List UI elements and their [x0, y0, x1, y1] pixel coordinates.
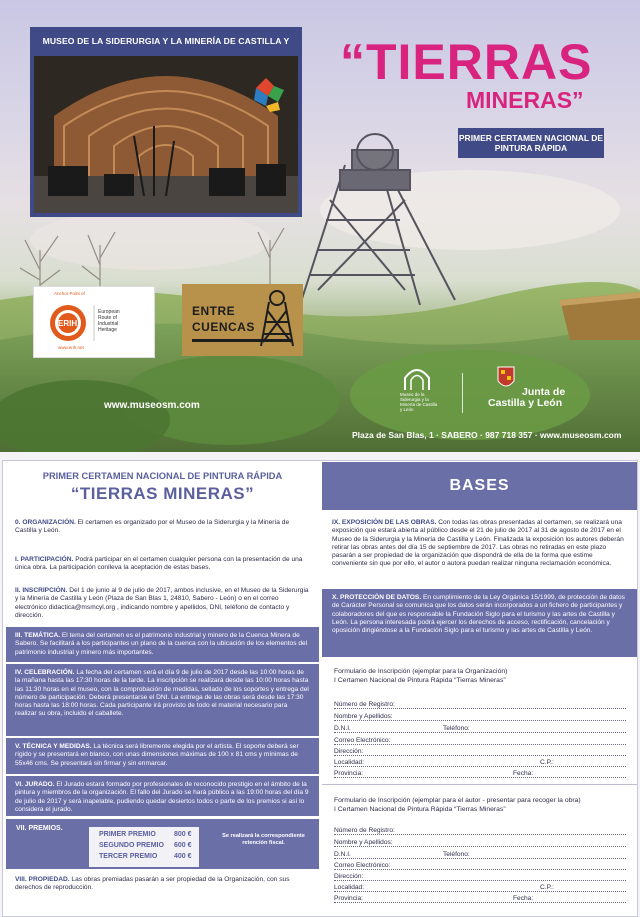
- form-subtitle: I Certamen Nacional de Pintura Rápida “Tierras Mineras”: [334, 677, 506, 684]
- section-organizacion: [6, 514, 319, 546]
- field-direccion[interactable]: [334, 873, 626, 882]
- prize-label: SEGUNDO PREMIO: [99, 842, 164, 849]
- section-heading: V. TÉCNICA Y MEDIDAS.: [15, 743, 92, 750]
- field-label: Localidad:: [334, 759, 365, 766]
- prize-amount: 600 €: [174, 842, 192, 849]
- section-participacion: [6, 551, 319, 579]
- entre-cuencas-line2: CUENCAS: [192, 320, 255, 334]
- section-text: El certamen es organizado por el Museo de la Siderurgia y la Minería de Castilla y León.: [15, 519, 290, 535]
- field-label: Dirección:: [334, 873, 364, 880]
- field-nombre[interactable]: [334, 713, 626, 722]
- prize-label: TERCER PREMIO: [99, 853, 158, 860]
- entre-cuencas-underline: [192, 339, 292, 342]
- section-text: Las obras premiadas pasarán a ser propiedad de la Organización, con sus derechos de reproducción.: [15, 876, 290, 892]
- registration-form-author: [334, 796, 630, 908]
- field-registro[interactable]: [334, 827, 626, 836]
- field-label: C.P.:: [540, 759, 554, 766]
- section-heading: X. PROTECCIÓN DE DATOS.: [332, 594, 422, 601]
- junta-line1: Junta de: [522, 386, 566, 398]
- field-label: D.N.I.: [334, 851, 351, 858]
- section-proteccion-datos: [322, 589, 637, 657]
- section-heading: VI. JURADO.: [15, 781, 55, 788]
- field-label: Teléfono:: [443, 725, 470, 732]
- field-direccion[interactable]: [334, 748, 626, 757]
- museum-title: MUSEO DE LA SIDERURGIA Y LA MINERÍA DE CASTILLA Y: [42, 36, 290, 46]
- field-label: Provincia:: [334, 770, 363, 777]
- museum-interior-photo: [34, 56, 298, 213]
- entre-cuencas-line1: ENTRE: [192, 304, 236, 318]
- form-separator: [322, 784, 637, 785]
- bases-left-header: [6, 462, 319, 512]
- field-provincia-fecha[interactable]: [334, 770, 626, 779]
- field-correo[interactable]: [334, 737, 626, 746]
- prizes-note: Se realizará la correspondiente retención fiscal.: [222, 833, 305, 846]
- erih-description: European Route of Industrial Heritage: [98, 309, 120, 333]
- junta-line2: Castilla y León: [488, 397, 563, 409]
- field-label: Nombre y Apellidos:: [334, 713, 393, 720]
- section-text: El tema del certamen es el patrimonio industrial y minero de la Cuenca Minera de Sabero. Se facilitará a los participantes un plano de la cuenca con la ubicación de los elementos del patrimonio industrial y minero más importantes.: [15, 632, 308, 656]
- erih-logo: [33, 286, 155, 358]
- field-nombre[interactable]: [334, 839, 626, 848]
- field-label: Teléfono:: [443, 851, 470, 858]
- section-celebracion: [6, 664, 319, 736]
- field-label: Provincia:: [334, 895, 363, 902]
- field-label: D.N.I.: [334, 725, 351, 732]
- section-heading: I. PARTICIPACIÓN.: [15, 556, 74, 563]
- section-tecnica: [6, 738, 319, 774]
- poster-title-line1: “TIERRAS: [340, 34, 593, 90]
- section-text: Con todas las obras presentadas al certamen, se realizará una exposición que estará abierta al público desde el 21 de julio de 2017 al 31 de agosto de 2017 en el Museo de la Siderurgia y la Minería de Castilla y León. Finalizada la exposición los autores deberán retirar las obras antes del día 15 de septiembre de 2017. Las obras no retiradas en este plazo pasarán a ser propiedad de la organización que dispondrá de ella de la forma que estime conveniente sin que por ello, el autor o autora puedan realizar ninguna reclamación económica.: [332, 519, 624, 568]
- section-text: La fecha del certamen será el día 9 de julio de 2017 desde las 10:00 horas de la mañana hasta las 17:30 horas de la tarde. La inscripción se realizará desde las 10:00 horas hasta las 11:30 horas en el museo, con la comprobación de medidas, sellado de los soportes y entrega del número de participación. Deberá presentarse el DNI. La entrega de las obras será desde las 17:30 horas hasta las 18:00 horas. Cada participante irá provisto de todo el material necesario para realizar su obra, incluido el caballete.: [15, 669, 309, 718]
- poster-website: www.museosm.com: [104, 400, 200, 411]
- museum-logo: [396, 366, 436, 416]
- field-registro[interactable]: [334, 701, 626, 710]
- field-label: Dirección:: [334, 748, 364, 755]
- poster-title-line2: MINERAS”: [466, 87, 584, 113]
- logo-divider: [462, 373, 463, 413]
- prizes-table: [89, 827, 199, 867]
- section-heading: VIII. PROPIEDAD.: [15, 876, 70, 883]
- section-text: La técnica será libremente elegida por el artista. El soporte deberá ser rígido y se presentará en blanco, con unas dimensiones máximas de 100 x 81 cms y mínimas de 55x46 cms. Se presentará sin firmar y sin enmarcar.: [15, 743, 299, 767]
- poster-subtitle: PRIMER CERTAMEN NACIONAL DE PINTURA RÁPIDA: [458, 128, 604, 158]
- prize-amount: 800 €: [174, 831, 192, 838]
- section-text: En cumplimiento de la Ley Orgánica 15/1999, de protección de datos de Carácter Personal se comunica que los datos serán incorporados a un fichero de participantes y colaboradores del que es responsable la Fundación Siglo para el turismo y las artes de Castilla y León. La persona interesada podrá ejercer los derechos de acceso, rectificación, cancelación y oposición dirigiéndose a la Fundación Siglo para el turismo y las artes de Castilla y León.: [332, 594, 625, 635]
- poster-address: Plaza de San Blas, 1 · SABERO · 987 718 357 · www.museosm.com: [352, 430, 622, 440]
- field-dni-telefono[interactable]: [334, 725, 626, 734]
- field-label: Fecha:: [513, 895, 534, 902]
- museum-arch-icon: [402, 366, 432, 390]
- prizes-heading: VII. PREMIOS.: [16, 825, 63, 832]
- section-text: El Jurado estará formado por profesionales de reconocido prestigio en el ámbito de la pintura y miembros de la organización. El fallo del Jurado se hará público a las 19:00 horas del día 9 de julio de 2017 y será inapelable, pudiendo quedar desiertos todos o parte de los premios si así lo considera el jurado.: [15, 781, 309, 813]
- erih-web: www.erih.net: [58, 345, 84, 350]
- section-text: Podrá participar en el certamen cualquier persona con la presentación de una única obra. La participación conlleva la aceptación de estas bases.: [15, 556, 303, 572]
- field-label: Correo Electrónico:: [334, 862, 391, 869]
- section-jurado: [6, 776, 319, 816]
- section-tematica: [6, 627, 319, 662]
- prize-amount: 400 €: [174, 853, 192, 860]
- registration-form-organization: [334, 667, 630, 779]
- entre-cuencas-logo: [182, 284, 303, 356]
- field-label: C.P.:: [540, 884, 554, 891]
- museum-panel: [30, 27, 302, 217]
- erih-name: ERIH: [58, 319, 78, 328]
- field-localidad-cp[interactable]: [334, 884, 626, 893]
- erih-emblem-icon: [34, 287, 154, 357]
- poster-top: [0, 0, 640, 452]
- section-exposicion: [322, 514, 637, 586]
- bases-right-header: BASES: [322, 462, 637, 510]
- form-subtitle: I Certamen Nacional de Pintura Rápida “Tierras Mineras”: [334, 806, 506, 813]
- bases-subtitle: PRIMER CERTAMEN NACIONAL DE PINTURA RÁPIDA: [42, 471, 283, 481]
- junta-logo: [488, 365, 578, 415]
- field-label: Nombre y Apellidos:: [334, 839, 393, 846]
- museum-logo-text: Museo de la Siderurgia y la Minería de Castilla y León: [400, 392, 438, 412]
- junta-text: [488, 386, 566, 409]
- section-premios: [6, 819, 319, 869]
- field-dni-telefono[interactable]: [334, 851, 626, 860]
- section-propiedad: [6, 871, 319, 897]
- field-label: Localidad:: [334, 884, 365, 891]
- form-title: Formulario de Inscripción (ejemplar para el autor - presentar para recoger la obra): [334, 797, 581, 804]
- form-title: Formulario de Inscripción (ejemplar para la Organización): [334, 668, 508, 675]
- field-label: Número de Registro:: [334, 827, 395, 834]
- bases-title: “TIERRAS MINERAS”: [70, 484, 255, 503]
- section-heading: 0. ORGANIZACIÓN.: [15, 519, 76, 526]
- erih-tag: Anchor Point of: [54, 291, 85, 296]
- section-heading: II. INSCRIPCIÓN.: [15, 587, 68, 594]
- section-inscripcion: [6, 582, 319, 625]
- section-text: Del 1 de junio al 9 de julio de 2017, ambos inclusive, en el Museo de la Siderurgia y la Minería de Castilla y León (Plaza de San Blas 1, 24810, Sabero - León) o en el correo electrónico didactica@msmcyl.org , indicando nombre y apellidos, DNI, teléfono de contacto y dirección.: [15, 587, 309, 619]
- field-correo[interactable]: [334, 862, 626, 871]
- field-label: Número de Registro:: [334, 701, 395, 708]
- field-localidad-cp[interactable]: [334, 759, 626, 768]
- field-label: Fecha:: [513, 770, 534, 777]
- field-provincia-fecha[interactable]: [334, 895, 626, 904]
- section-heading: IV. CELEBRACIÓN.: [15, 669, 75, 676]
- section-heading: III. TEMÁTICA.: [15, 632, 61, 639]
- field-label: Correo Electrónico:: [334, 737, 391, 744]
- prize-label: PRIMER PREMIO: [99, 831, 156, 838]
- section-heading: IX. EXPOSICIÓN DE LAS OBRAS.: [332, 519, 437, 526]
